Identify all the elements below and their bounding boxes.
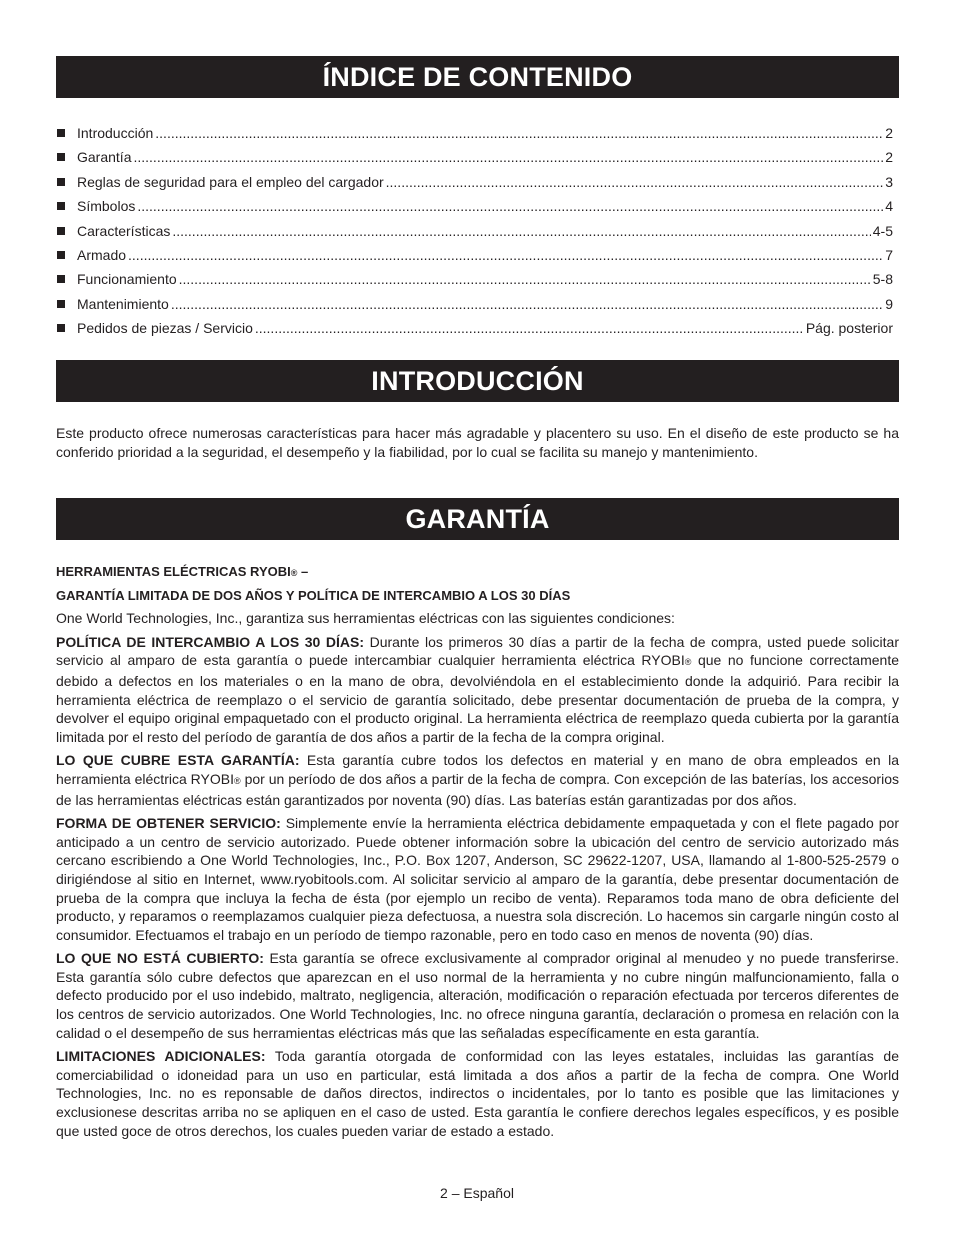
toc-item-page: 9 (885, 295, 893, 312)
square-bullet-icon (57, 275, 65, 283)
limitations-label: LIMITACIONES ADICIONALES: (56, 1048, 266, 1065)
toc-title: ÍNDICE DE CONTENIDO (56, 56, 899, 98)
toc-item-page: 3 (885, 173, 893, 190)
toc-item-label: Garantía (77, 149, 132, 166)
toc-item-garantia[interactable] (57, 145, 893, 169)
not-covered-label: LO QUE NO ESTÁ CUBIERTO: (56, 950, 264, 967)
intro-title: INTRODUCCIÓN (56, 360, 899, 402)
toc-leader-dots (155, 121, 883, 145)
warranty-heading-1-text: HERRAMIENTAS ELÉCTRICAS RYOBI (56, 564, 291, 579)
toc-leader-dots (133, 145, 883, 169)
toc-item-page: 5-8 (872, 271, 893, 288)
warranty-coverage (56, 751, 899, 809)
coverage-text-b: por un período de dos años a partir de la fecha de compra. Con excepción de las baterías, los accesorios de las herramientas eléctricas están garantizados por noventa (90) días. Las baterías están garantizadas por dos años. (56, 770, 899, 808)
warranty-heading-1-dash: – (297, 564, 309, 579)
limitations-text: Toda garantía otorgada de conformidad con las leyes estatales, incluidas las garantías de comerciabilidad o idoneidad para un uso en particular, está limitada a dos años a partir de la fecha de compra. One World Technologies, Inc. no es reponsable de daños directos, indirectos o incidentales, por lo tanto es posible que las limitaciones y exclusionese descritas arriba no se apliquen en el caso de usted. Esta garantía le confiere derechos legales específicos, y es posible que usted goce de otros derechos, los cuales pueden variar de estado a estado. (56, 1048, 899, 1139)
warranty-not-covered (56, 949, 899, 1042)
warranty-limitations (56, 1047, 899, 1140)
toc-leader-dots (386, 170, 884, 194)
coverage-label: LO QUE CUBRE ESTA GARANTÍA: (56, 752, 300, 769)
toc-item-reglas[interactable] (57, 170, 893, 194)
not-covered-text: Esta garantía se ofrece exclusivamente al comprador original al menudeo y no puede transferirse. Esta garantía sólo cubre defectos que aparezcan en el uso normal de la herramienta y no cubre ningún malfuncionamiento, falla o defecto producido por el uso indebido, maltrato, negligencia, alteración, modificación o reparación efectuada por terceros diferentes de los centros de servicio autorizados. One World Technologies, Inc. no ofrece ninguna garantía, declaración o promesa en relación con la calidad o el desempeño de sus herramientas eléctricas más que las señaladas específicamente en esta garantía. (56, 950, 899, 1041)
square-bullet-icon (57, 178, 65, 186)
toc-leader-dots (137, 194, 883, 218)
toc-item-label: Armado (77, 246, 127, 263)
warranty-heading-1 (56, 563, 899, 583)
warranty-title: GARANTÍA (56, 498, 899, 540)
warranty-service (56, 814, 899, 944)
square-bullet-icon (57, 153, 65, 161)
toc-leader-dots (179, 267, 871, 291)
exchange-policy-text-a: Durante los primeros 30 días a partir de la fecha de compra, usted puede solicitar servicio al amparo de esta garantía o puede intercambiar cualquier herramienta eléctrica RYOBI (56, 633, 899, 669)
square-bullet-icon (57, 324, 65, 332)
square-bullet-icon (57, 202, 65, 210)
square-bullet-icon (57, 251, 65, 259)
toc-item-pedidos[interactable] (57, 316, 893, 340)
table-of-contents (57, 121, 893, 341)
service-text: Simplemente envíe la herramienta eléctrica debidamente empaquetada y con el flete pagado por anticipado a un centro de servicio autorizado. Puede obtener información sobre la ubicación del centro de servicio autorizado más cercano escribiendo a One World Technologies, Inc., P.O. Box 1207, Anderson, SC 29622-1207, USA, llamando al 1-800-525-2579 o dirigiéndose al sitio en Internet, www.ryobitools.com. Al solicitar servicio al amparo de la garantía, debe presentar documentación de prueba de la compra que incluya la fecha de ésta (por ejemplo un recibo de venta). Reparamos toda mano de obra deficiente del producto, y reparamos o reemplazamos cualquier pieza defectuosa, a nuestra sola discreción. Lo hacemos sin cargarle ningún costo al consumidor. Efectuamos el trabajo en un período de tiempo razonable, pero en todo caso en menos de noventa (90) días. (56, 815, 899, 943)
toc-item-page: 2 (885, 149, 893, 166)
coverage-text-a: Esta garantía cubre todos los defectos en material y en mano de obra empleados en la herramienta eléctrica RYOBI (56, 752, 899, 787)
warranty-section (56, 563, 899, 1145)
toc-item-label: Características (77, 222, 171, 239)
toc-item-funcionamiento[interactable] (57, 267, 893, 291)
registered-mark: ® (290, 568, 298, 578)
toc-leader-dots (128, 243, 883, 267)
toc-item-label: Símbolos (77, 198, 136, 215)
square-bullet-icon (57, 300, 65, 308)
page-footer: 2 – Español (440, 1185, 514, 1201)
toc-leader-dots (171, 292, 883, 316)
registered-mark: ® (684, 657, 692, 668)
toc-item-armado[interactable] (57, 243, 893, 267)
square-bullet-icon (57, 227, 65, 235)
toc-item-page: 7 (885, 246, 893, 263)
toc-item-label: Mantenimiento (77, 295, 169, 312)
toc-item-page: 4-5 (872, 222, 893, 239)
warranty-heading-2: GARANTÍA LIMITADA DE DOS AÑOS Y POLÍTICA DE INTERCAMBIO A LOS 30 DÍAS (56, 587, 571, 603)
toc-item-introduccion[interactable] (57, 121, 893, 145)
toc-item-label: Pedidos de piezas / Servicio (77, 320, 253, 337)
toc-item-page: 2 (885, 125, 893, 141)
toc-item-page: Pág. posterior (805, 320, 893, 337)
toc-leader-dots (255, 316, 804, 340)
intro-paragraph: Este producto ofrece numerosas características para hacer más agradable y placentero su uso. En el diseño de este producto se ha conferido prioridad a la seguridad, el desempeño y la fiabilidad, por lo cual se facilita su manejo y mantenimiento. (56, 425, 899, 460)
square-bullet-icon (57, 129, 65, 137)
warranty-exchange-policy (56, 633, 899, 747)
warranty-lead: One World Technologies, Inc., garantiza sus herramientas eléctricas con las siguientes condiciones: (56, 610, 675, 627)
toc-leader-dots (172, 219, 870, 243)
toc-item-caracteristicas[interactable] (57, 219, 893, 243)
service-label: FORMA DE OBTENER SERVICIO: (56, 815, 281, 832)
toc-item-page: 4 (885, 198, 893, 215)
toc-item-label: Introducción (77, 125, 154, 141)
toc-item-label: Funcionamiento (77, 271, 177, 288)
toc-item-label: Reglas de seguridad para el empleo del cargador (77, 173, 384, 190)
toc-item-mantenimiento[interactable] (57, 292, 893, 316)
exchange-policy-label: POLÍTICA DE INTERCAMBIO A LOS 30 DÍAS: (56, 633, 365, 650)
registered-mark: ® (234, 775, 241, 786)
toc-item-simbolos[interactable] (57, 194, 893, 218)
exchange-policy-text-b: que no funcione correctamente debido a defectos en los materiales o en la mano de obra, devolviéndola en el establecimiento donde la adquirió. Para recibir la herramienta eléctrica de reemplazo o el servicio de garantía solicitado, debe presentar documentación de prueba de la compra, y devolver el equipo original empaquetado con el producto original. La herramienta eléctrica de reemplazo queda cubierta por la garantía limitada por el resto del período de garantía de dos años a partir de la fecha de la compra original. (56, 652, 900, 745)
